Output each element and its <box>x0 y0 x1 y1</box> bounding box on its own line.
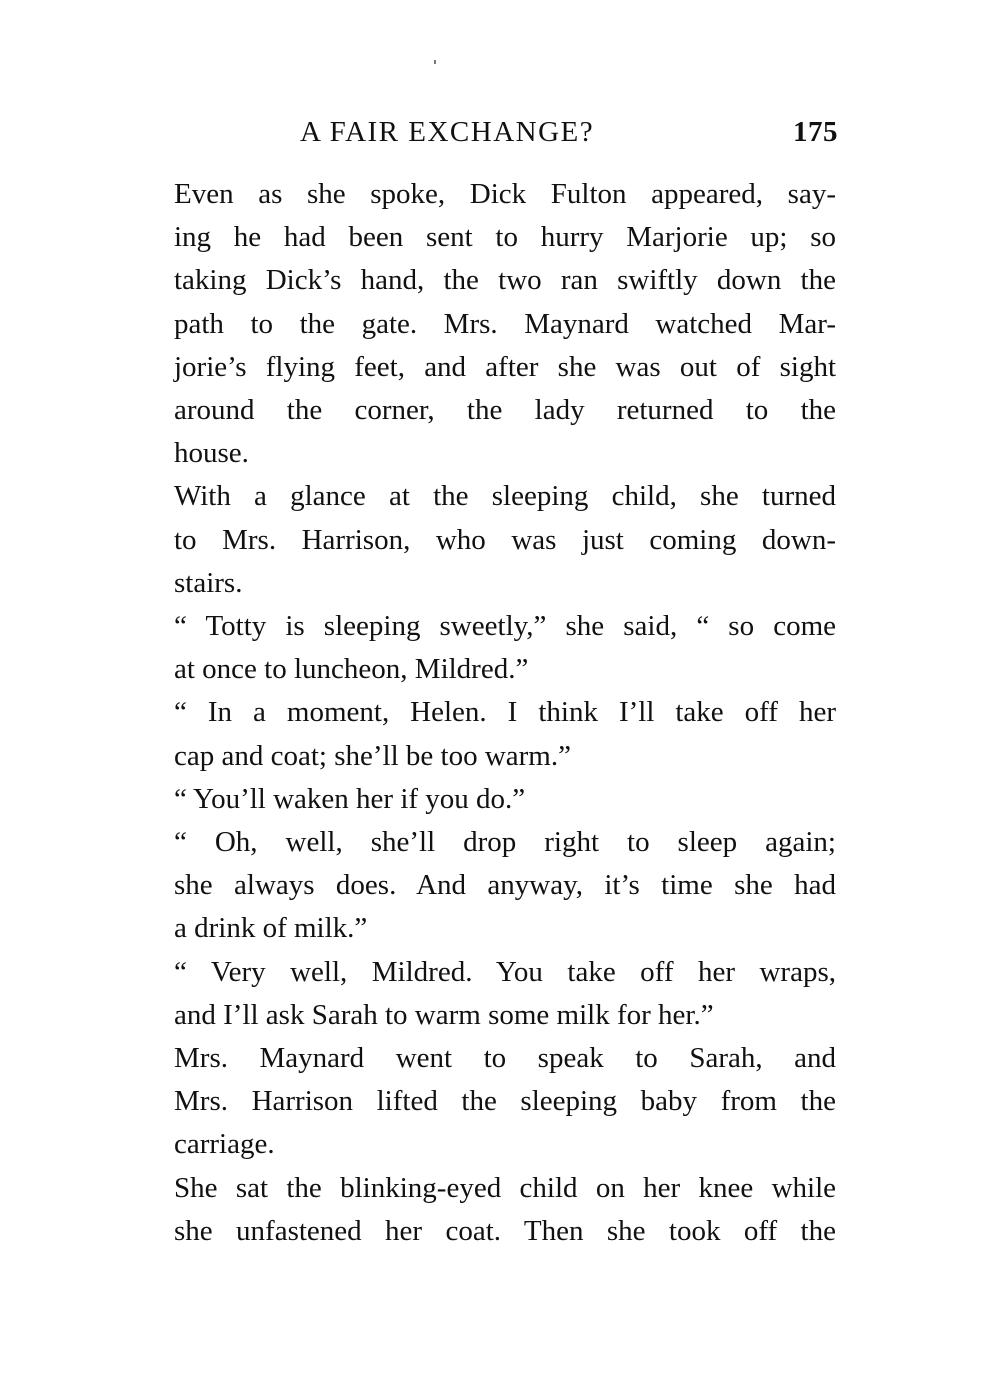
running-title: A FAIR EXCHANGE? <box>300 116 595 148</box>
text-line: jorie’s flying feet, and after she was out of sight <box>174 350 836 383</box>
text-line: “ You’ll waken her if you do.” <box>174 782 526 815</box>
text-line: path to the gate. Mrs. Maynard watched Mar- <box>174 307 836 340</box>
text-line: carriage. <box>174 1128 275 1161</box>
paragraph <box>136 691 836 777</box>
text-line: she unfastened her coat. Then she took off the <box>174 1214 836 1247</box>
text-line: at once to luncheon, Mildred.” <box>174 653 529 686</box>
text-line: Mrs. Harrison lifted the sleeping baby from the <box>174 1085 836 1118</box>
text-line: a drink of milk.” <box>174 912 368 945</box>
paragraph <box>136 1037 836 1167</box>
text-line: Even as she spoke, Dick Fulton appeared, say- <box>174 178 836 210</box>
paragraph <box>136 173 836 475</box>
text-line: She sat the blinking-eyed child on her knee while <box>174 1171 836 1204</box>
text-line: “ Very well, Mildred. You take off her wraps, <box>174 955 836 988</box>
body-text <box>136 173 836 1253</box>
paragraph <box>136 1167 836 1253</box>
text-line: and I’ll ask Sarah to warm some milk for her.” <box>174 998 714 1031</box>
page-number: 175 <box>793 116 838 148</box>
text-line: to Mrs. Harrison, who was just coming down- <box>174 523 836 556</box>
paragraph <box>136 605 836 691</box>
text-line: “ Totty is sleeping sweetly,” she said, “ so come <box>174 610 836 643</box>
text-line: she always does. And anyway, it’s time she had <box>174 869 836 902</box>
paragraph <box>136 475 836 605</box>
text-line: ing he had been sent to hurry Marjorie up; so <box>174 221 836 254</box>
text-line: “ Oh, well, she’ll drop right to sleep again; <box>174 826 836 859</box>
stray-ink-mark <box>434 60 436 64</box>
text-line: taking Dick’s hand, the two ran swiftly down the <box>174 264 836 297</box>
running-head <box>0 112 1000 152</box>
text-line: With a glance at the sleeping child, she turned <box>174 480 836 513</box>
text-line: stairs. <box>174 566 243 599</box>
paragraph <box>136 951 836 1037</box>
text-line: “ In a moment, Helen. I think I’ll take off her <box>174 696 836 729</box>
text-line: Mrs. Maynard went to speak to Sarah, and <box>174 1042 836 1075</box>
text-line: cap and coat; she’ll be too warm.” <box>174 739 571 772</box>
paragraph <box>136 778 836 821</box>
text-line: house. <box>174 437 249 470</box>
text-line: around the corner, the lady returned to the <box>174 394 836 427</box>
paragraph <box>136 821 836 951</box>
